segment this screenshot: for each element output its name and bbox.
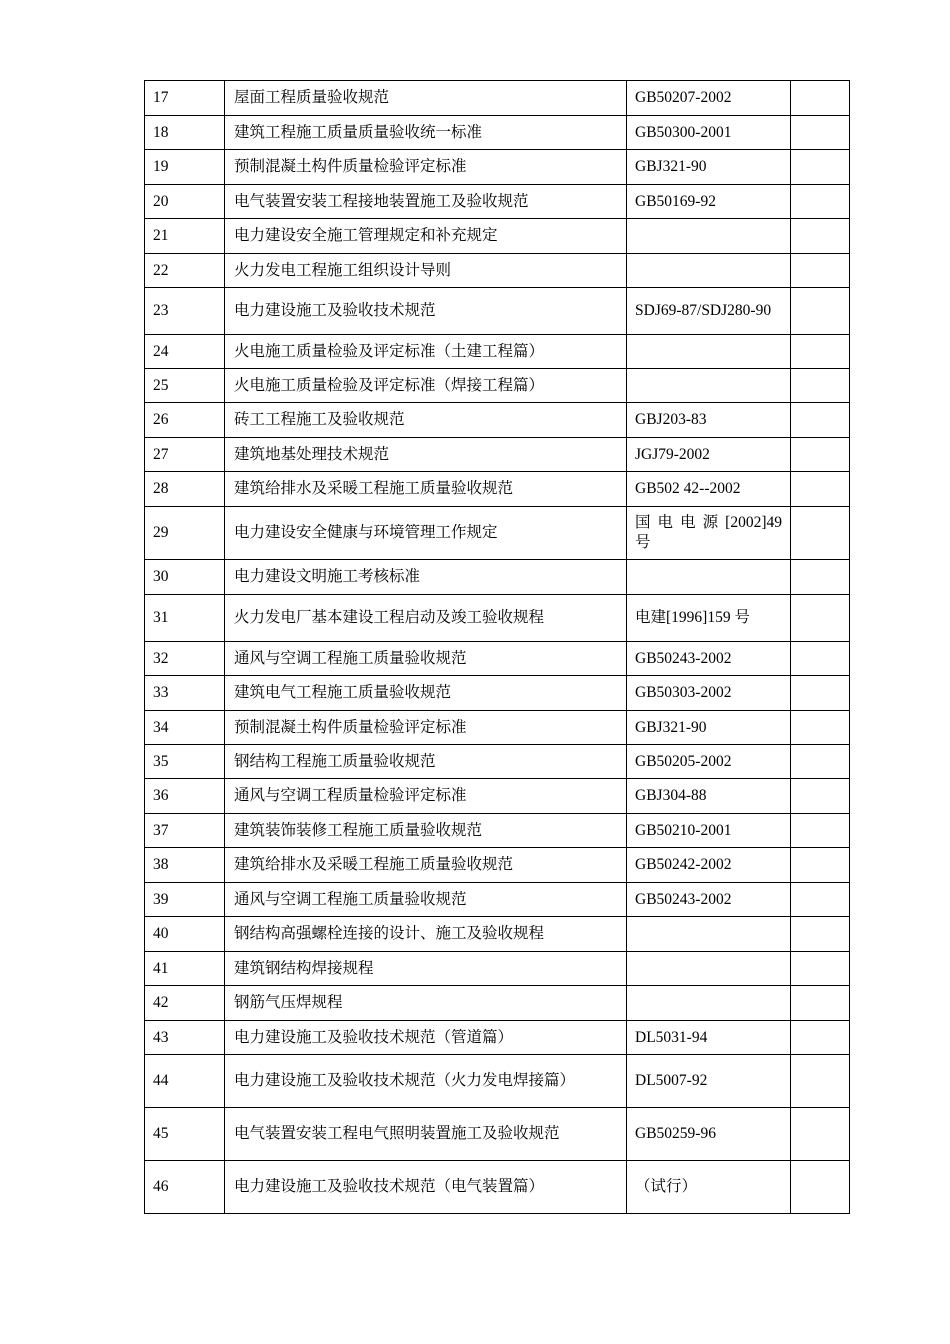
remarks-cell <box>791 116 850 150</box>
standard-code: GB50243-2002 <box>627 642 791 676</box>
standard-name: 电力建设安全健康与环境管理工作规定 <box>225 507 627 560</box>
standard-name: 电力建设施工及验收技术规范 <box>225 288 627 335</box>
standard-name: 钢结构高强螺栓连接的设计、施工及验收规程 <box>225 917 627 952</box>
standard-name: 火电施工质量检验及评定标准（焊接工程篇） <box>225 369 627 403</box>
row-number: 22 <box>145 254 225 288</box>
remarks-cell <box>791 883 850 917</box>
row-number: 25 <box>145 369 225 403</box>
table-row <box>145 560 850 595</box>
remarks-cell <box>791 676 850 711</box>
row-number: 35 <box>145 745 225 779</box>
standard-code: SDJ69-87/SDJ280-90 <box>627 288 791 335</box>
standard-name: 通风与空调工程施工质量验收规范 <box>225 883 627 917</box>
remarks-cell <box>791 745 850 779</box>
standard-name: 建筑地基处理技术规范 <box>225 438 627 472</box>
remarks-cell <box>791 288 850 335</box>
table-row <box>145 507 850 560</box>
standard-code <box>627 219 791 254</box>
standard-name: 电力建设施工及验收技术规范（电气装置篇） <box>225 1161 627 1214</box>
row-number: 24 <box>145 335 225 369</box>
table-row <box>145 254 850 288</box>
row-number: 39 <box>145 883 225 917</box>
remarks-cell <box>791 848 850 883</box>
standard-name: 建筑钢结构焊接规程 <box>225 952 627 986</box>
standard-code: GB50303-2002 <box>627 676 791 711</box>
remarks-cell <box>791 369 850 403</box>
table-row <box>145 403 850 438</box>
table-row <box>145 986 850 1021</box>
row-number: 19 <box>145 150 225 185</box>
standard-name: 电力建设施工及验收技术规范（管道篇） <box>225 1021 627 1055</box>
standard-code: GB50259-96 <box>627 1108 791 1161</box>
standard-name: 通风与空调工程施工质量验收规范 <box>225 642 627 676</box>
row-number: 38 <box>145 848 225 883</box>
remarks-cell <box>791 1108 850 1161</box>
row-number: 27 <box>145 438 225 472</box>
standard-code: DL5007-92 <box>627 1055 791 1108</box>
standard-code: GB50210-2001 <box>627 814 791 848</box>
table-row <box>145 779 850 814</box>
standard-name: 电气装置安装工程接地装置施工及验收规范 <box>225 185 627 219</box>
remarks-cell <box>791 1055 850 1108</box>
standard-code <box>627 254 791 288</box>
row-number: 41 <box>145 952 225 986</box>
standard-name: 火力发电厂基本建设工程启动及竣工验收规程 <box>225 595 627 642</box>
standard-code: DL5031-94 <box>627 1021 791 1055</box>
row-number: 42 <box>145 986 225 1021</box>
row-number: 34 <box>145 711 225 745</box>
standard-name: 建筑装饰装修工程施工质量验收规范 <box>225 814 627 848</box>
standard-name: 火力发电工程施工组织设计导则 <box>225 254 627 288</box>
row-number: 46 <box>145 1161 225 1214</box>
standard-name: 钢筋气压焊规程 <box>225 986 627 1021</box>
standard-name: 通风与空调工程质量检验评定标准 <box>225 779 627 814</box>
standard-name: 电力建设施工及验收技术规范（火力发电焊接篇） <box>225 1055 627 1108</box>
remarks-cell <box>791 254 850 288</box>
table-row <box>145 1021 850 1055</box>
remarks-cell <box>791 779 850 814</box>
standard-code <box>627 952 791 986</box>
standard-name: 电力建设安全施工管理规定和补充规定 <box>225 219 627 254</box>
standard-name: 建筑电气工程施工质量验收规范 <box>225 676 627 711</box>
table-row <box>145 219 850 254</box>
standard-code <box>627 369 791 403</box>
standard-name: 钢结构工程施工质量验收规范 <box>225 745 627 779</box>
remarks-cell <box>791 595 850 642</box>
row-number: 40 <box>145 917 225 952</box>
standard-code: GB502 42--2002 <box>627 472 791 507</box>
row-number: 30 <box>145 560 225 595</box>
table-row <box>145 1108 850 1161</box>
row-number: 20 <box>145 185 225 219</box>
row-number: 26 <box>145 403 225 438</box>
standard-code <box>627 986 791 1021</box>
table-row <box>145 883 850 917</box>
standard-code: GB50242-2002 <box>627 848 791 883</box>
remarks-cell <box>791 150 850 185</box>
row-number: 37 <box>145 814 225 848</box>
table-row <box>145 952 850 986</box>
table-row <box>145 848 850 883</box>
row-number: 18 <box>145 116 225 150</box>
row-number: 21 <box>145 219 225 254</box>
row-number: 44 <box>145 1055 225 1108</box>
standard-name: 建筑工程施工质量质量验收统一标准 <box>225 116 627 150</box>
remarks-cell <box>791 642 850 676</box>
table-row <box>145 595 850 642</box>
row-number: 32 <box>145 642 225 676</box>
table-row <box>145 1055 850 1108</box>
table-row <box>145 745 850 779</box>
remarks-cell <box>791 986 850 1021</box>
table-row <box>145 1161 850 1214</box>
standards-table-body <box>145 81 850 1214</box>
remarks-cell <box>791 81 850 116</box>
row-number: 29 <box>145 507 225 560</box>
table-row <box>145 369 850 403</box>
table-row <box>145 438 850 472</box>
table-row <box>145 917 850 952</box>
row-number: 17 <box>145 81 225 116</box>
remarks-cell <box>791 403 850 438</box>
remarks-cell <box>791 219 850 254</box>
remarks-cell <box>791 472 850 507</box>
standard-code: GBJ321-90 <box>627 150 791 185</box>
standard-code: （试行） <box>627 1161 791 1214</box>
remarks-cell <box>791 560 850 595</box>
standard-code: 电建[1996]159 号 <box>627 595 791 642</box>
standard-code: GBJ321-90 <box>627 711 791 745</box>
standard-code: GBJ304-88 <box>627 779 791 814</box>
standard-code: GB50205-2002 <box>627 745 791 779</box>
standard-name: 屋面工程质量验收规范 <box>225 81 627 116</box>
standard-name: 建筑给排水及采暖工程施工质量验收规范 <box>225 472 627 507</box>
row-number: 28 <box>145 472 225 507</box>
table-row <box>145 288 850 335</box>
remarks-cell <box>791 711 850 745</box>
remarks-cell <box>791 814 850 848</box>
remarks-cell <box>791 952 850 986</box>
standard-code: GB50300-2001 <box>627 116 791 150</box>
standard-name: 电力建设文明施工考核标准 <box>225 560 627 595</box>
remarks-cell <box>791 438 850 472</box>
table-row <box>145 472 850 507</box>
table-row <box>145 642 850 676</box>
standard-code: GBJ203-83 <box>627 403 791 438</box>
table-row <box>145 711 850 745</box>
standard-code <box>627 560 791 595</box>
standard-name: 预制混凝土构件质量检验评定标准 <box>225 150 627 185</box>
row-number: 31 <box>145 595 225 642</box>
standard-code: GB50207-2002 <box>627 81 791 116</box>
table-row <box>145 81 850 116</box>
row-number: 23 <box>145 288 225 335</box>
remarks-cell <box>791 185 850 219</box>
table-row <box>145 116 850 150</box>
standard-name: 砖工工程施工及验收规范 <box>225 403 627 438</box>
standard-code: 国 电 电 源 [2002]49 号 <box>627 507 791 560</box>
table-row <box>145 150 850 185</box>
table-row <box>145 335 850 369</box>
remarks-cell <box>791 1161 850 1214</box>
standard-name: 电气装置安装工程电气照明装置施工及验收规范 <box>225 1108 627 1161</box>
standard-name: 建筑给排水及采暖工程施工质量验收规范 <box>225 848 627 883</box>
table-row <box>145 676 850 711</box>
standard-name: 火电施工质量检验及评定标准（土建工程篇） <box>225 335 627 369</box>
row-number: 33 <box>145 676 225 711</box>
standard-code <box>627 917 791 952</box>
standard-name: 预制混凝土构件质量检验评定标准 <box>225 711 627 745</box>
standard-code: GB50243-2002 <box>627 883 791 917</box>
standard-code: JGJ79-2002 <box>627 438 791 472</box>
remarks-cell <box>791 507 850 560</box>
row-number: 36 <box>145 779 225 814</box>
table-row <box>145 185 850 219</box>
row-number: 43 <box>145 1021 225 1055</box>
remarks-cell <box>791 1021 850 1055</box>
standard-code <box>627 335 791 369</box>
row-number: 45 <box>145 1108 225 1161</box>
standard-code: GB50169-92 <box>627 185 791 219</box>
table-row <box>145 814 850 848</box>
remarks-cell <box>791 917 850 952</box>
remarks-cell <box>791 335 850 369</box>
standards-table <box>144 80 850 1214</box>
